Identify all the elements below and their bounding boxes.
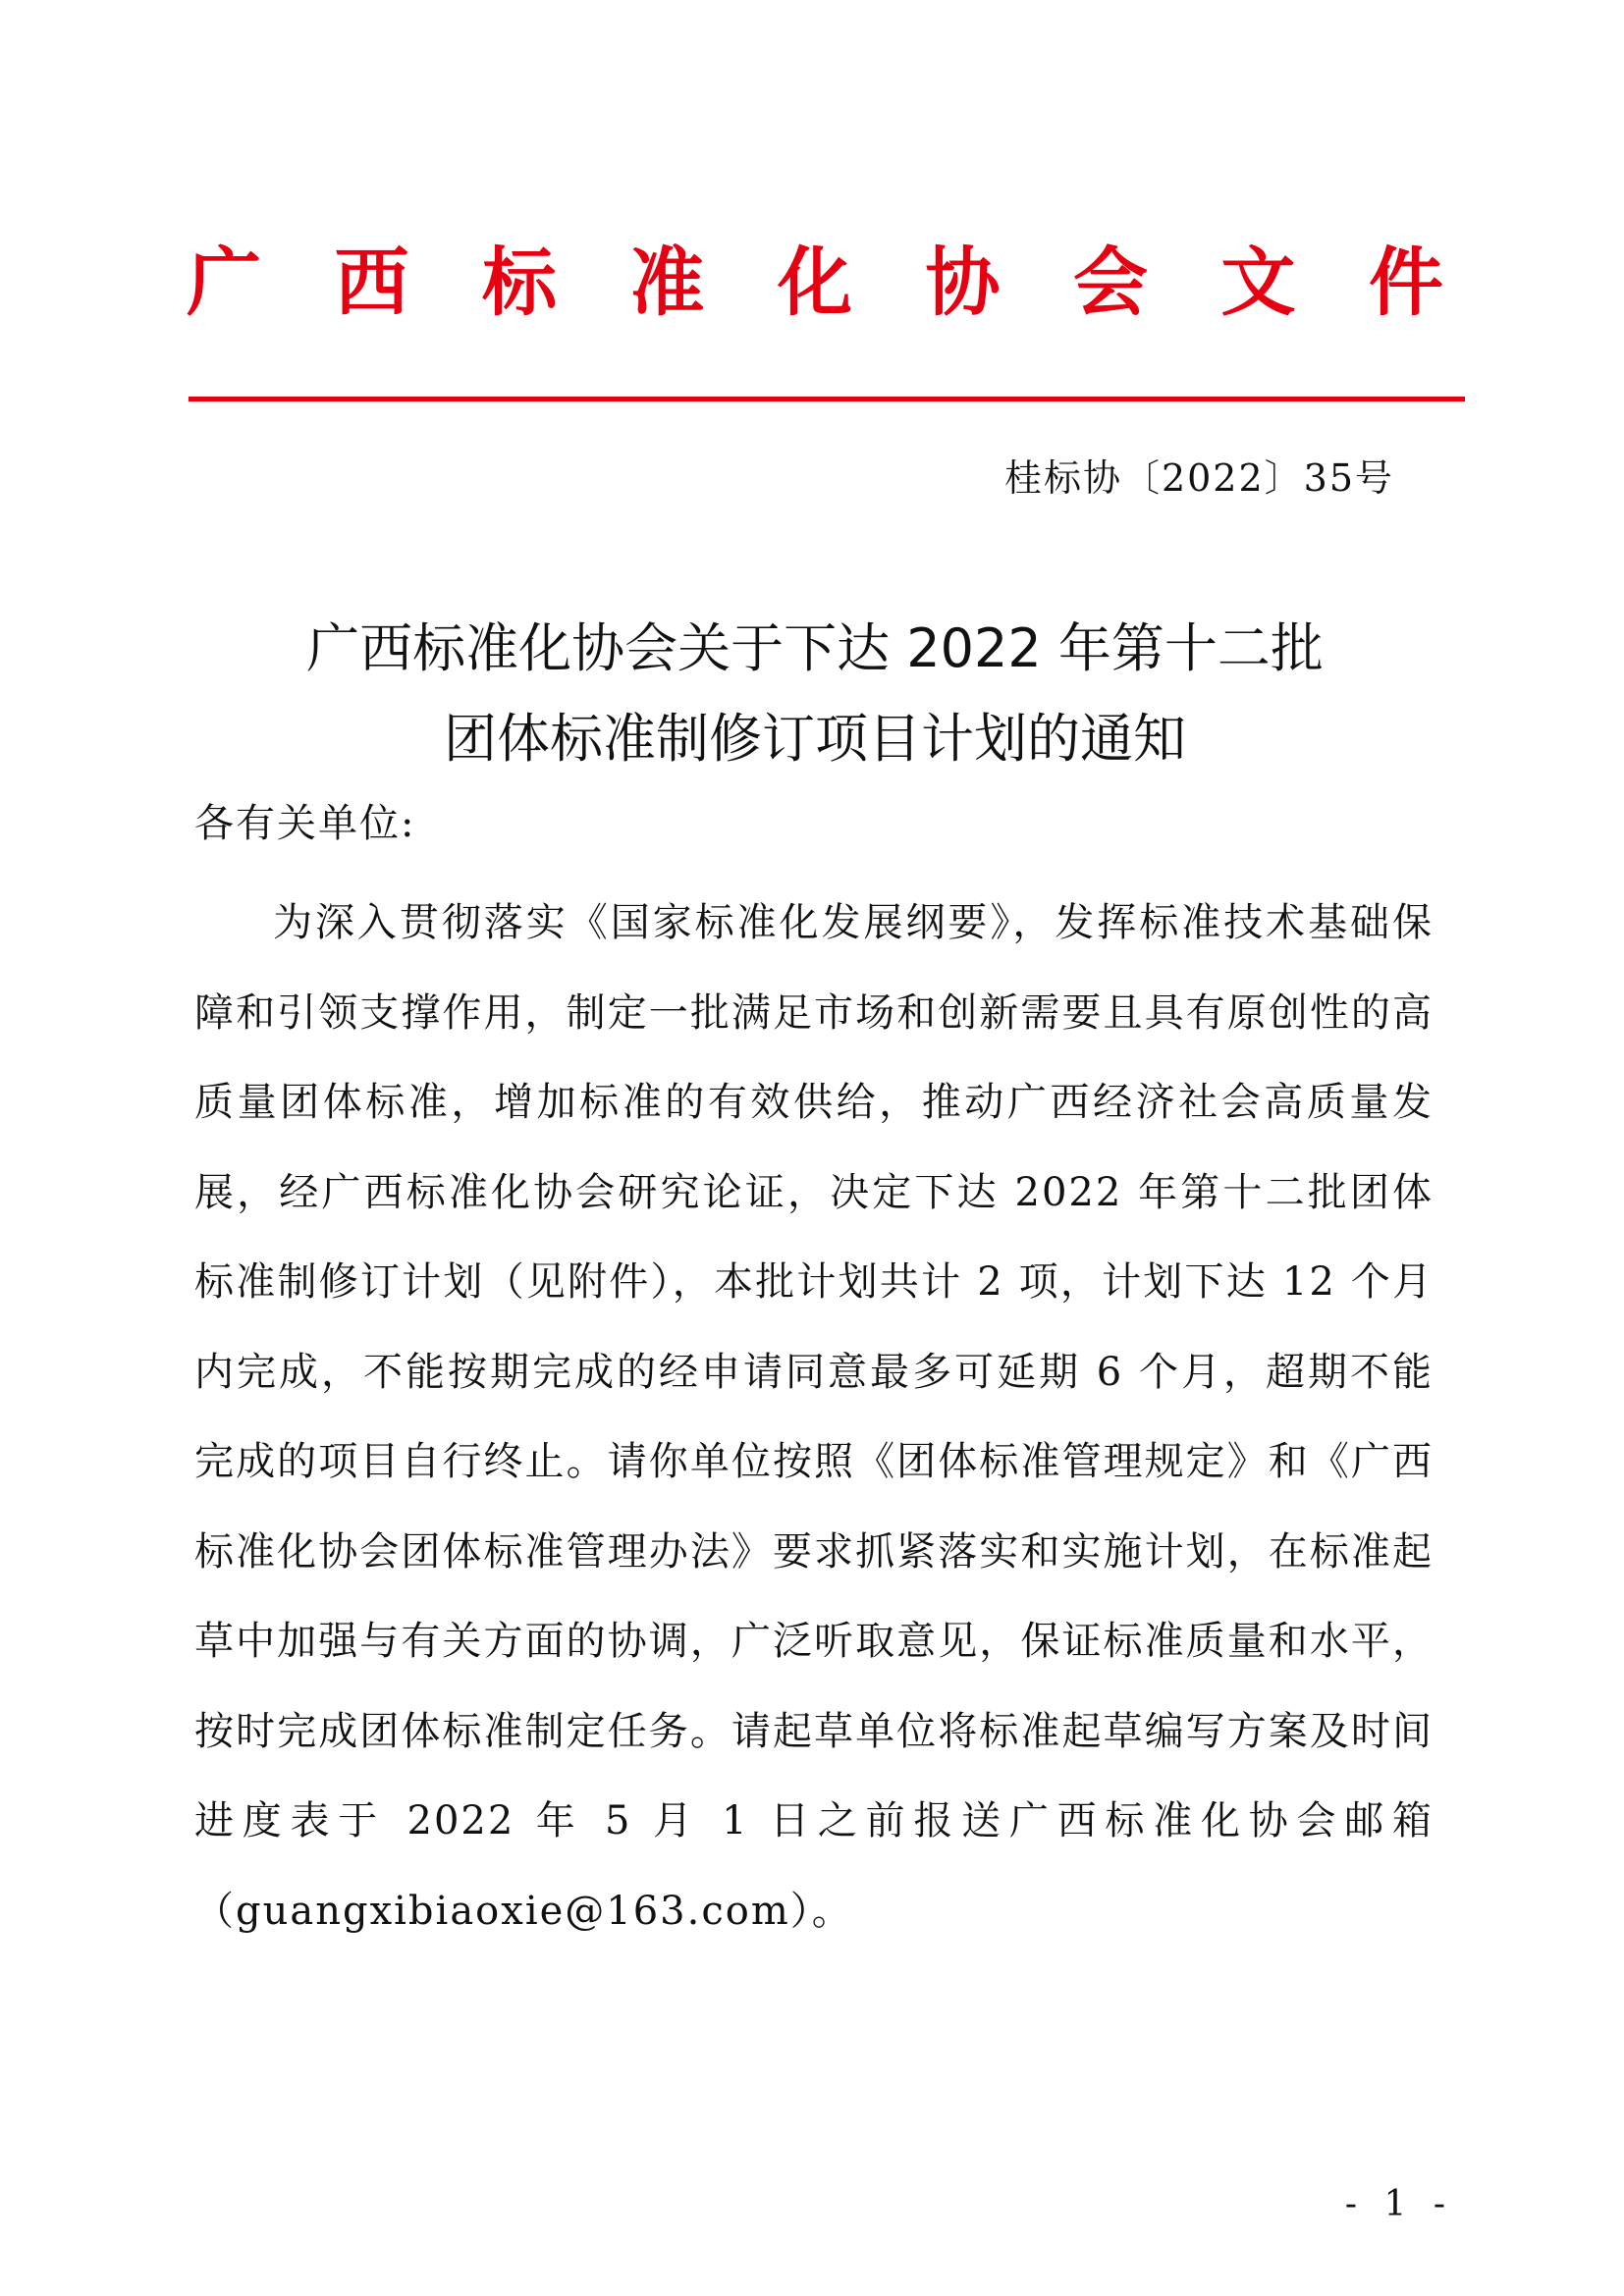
document-number: 桂标协〔2022〕35号 — [1003, 456, 1394, 500]
notice-title — [187, 604, 1443, 784]
header-char: 会 — [1073, 239, 1148, 326]
notice-title-line-1: 广西标准化协会关于下达 2022 年第十二批 — [306, 617, 1324, 679]
document-header-title — [187, 234, 1443, 332]
page-number: - 1 - — [1344, 2184, 1453, 2224]
header-char: 标 — [482, 239, 557, 326]
header-char: 广 — [187, 239, 261, 326]
header-char: 化 — [778, 239, 852, 326]
notice-title-line-2: 团体标准制修订项目计划的通知 — [444, 708, 1186, 770]
header-char: 准 — [629, 239, 705, 326]
header-char: 西 — [334, 239, 409, 326]
salutation: 各有关单位: — [194, 801, 416, 846]
header-char: 协 — [925, 239, 1001, 326]
body-paragraph: 为深入贯彻落实《国家标准化发展纲要》，发挥标准技术基础保障和引领支撑作用，制定一批满足市场和创新需要且具有原创性的高质量团体标准，增加标准的有效供给，推动广西经济社会高质量发展，经广西标准化协会研究论证，决定下达 2022 年第十二批团体标准制修订计划（见附件），本批计划共计 2 项，计划下达 12 个月内完成，不能按期完成的经申请同意最多可延期 6 个月，超期不能完成的项目自行终止。请你单位按照《团体标准管理规定》和《广西标准化协会团体标准管理办法》要求抓紧落实和实施计划，在标准起草中加强与有关方面的协调，广泛听取意见，保证标准质量和水平，按时完成团体标准制定任务。请起草单位将标准起草编写方案及时间进度表于 2022 年 5 月 1 日之前报送广西标准化协会邮箱（guangxibiaoxie@163.com）。 — [194, 900, 1434, 1934]
header-char: 文 — [1220, 239, 1296, 326]
header-divider — [189, 397, 1465, 401]
header-char: 件 — [1369, 239, 1443, 326]
